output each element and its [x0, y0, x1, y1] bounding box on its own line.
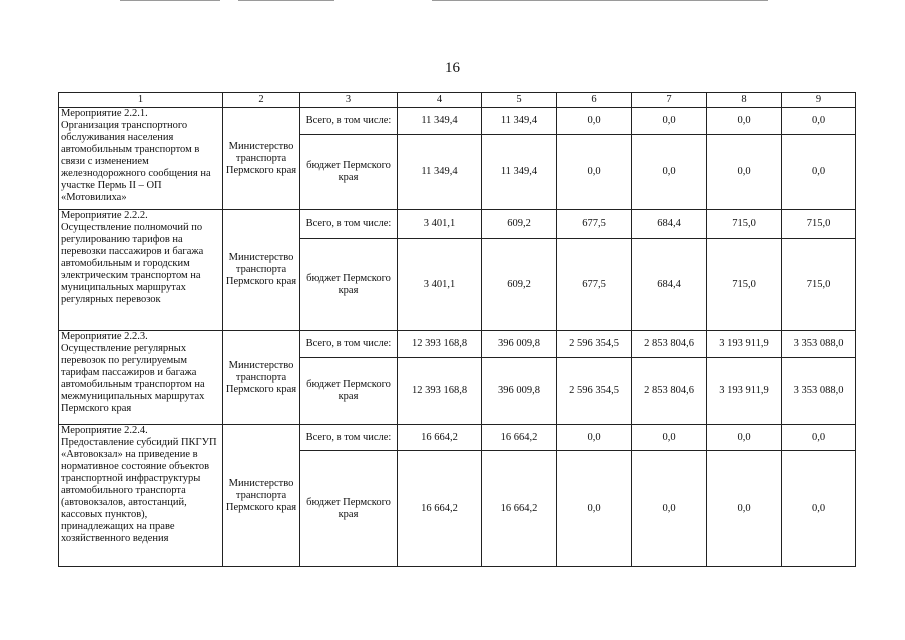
measure-description: Осуществление полномочий по регулированию тарифов на перевозки пассажиров и багажа автомобильным и городским электрическим транспортом на муниципальных маршрутах регулярных перевозок — [61, 222, 204, 305]
table-row — [59, 331, 856, 358]
value-cell: 0,0 — [557, 108, 632, 135]
value-cell: 715,0 — [782, 210, 856, 239]
funding-source: Всего, в том числе: — [300, 210, 398, 239]
value-cell: 16 664,2 — [398, 425, 482, 451]
value-cell: 11 349,4 — [398, 108, 482, 135]
value-cell: 0,0 — [707, 108, 782, 135]
value-cell: 12 393 168,8 — [398, 331, 482, 358]
measure-description: Осуществление регулярных перевозок по регулируемым тарифам пассажиров и багажа автомобильным транспортом на межмуниципальных маршрутах Пермского края — [61, 343, 205, 414]
scan-edge-line — [120, 0, 220, 1]
ministry-cell: Министерство транспорта Пермского края — [223, 210, 300, 331]
measure-description: Предоставление субсидий ПКГУП «Автовокзал» на приведение в нормативное состояние объектов транспортной инфраструктуры автомобильного транспорта (автовокзалов, автостанций, кассовых пунктов), принадлежащих на праве хозяйственного ведения — [61, 437, 217, 544]
value-cell: 16 664,2 — [398, 451, 482, 567]
value-cell: 609,2 — [482, 210, 557, 239]
column-header: 7 — [632, 93, 707, 108]
measure-title: Мероприятие 2.2.2. — [61, 210, 148, 221]
column-header: 9 — [782, 93, 856, 108]
value-cell: 715,0 — [707, 210, 782, 239]
value-cell: 3 401,1 — [398, 239, 482, 331]
value-cell: 684,4 — [632, 210, 707, 239]
value-cell: 684,4 — [632, 239, 707, 331]
budget-table — [58, 92, 856, 567]
measure-cell — [59, 108, 223, 210]
value-cell: 11 349,4 — [482, 135, 557, 210]
value-cell: 0,0 — [782, 451, 856, 567]
scan-edge-line — [238, 0, 334, 1]
header-row — [59, 93, 856, 108]
value-cell: 3 353 088,0 — [782, 358, 856, 425]
measure-cell — [59, 210, 223, 331]
value-cell: 0,0 — [632, 451, 707, 567]
value-cell: 3 193 911,9 — [707, 358, 782, 425]
value-cell: 2 853 804,6 — [632, 331, 707, 358]
table-row — [59, 425, 856, 451]
value-cell: 0,0 — [707, 425, 782, 451]
value-cell: 715,0 — [782, 239, 856, 331]
value-cell: 0,0 — [782, 135, 856, 210]
value-cell: 2 853 804,6 — [632, 358, 707, 425]
funding-source: бюджет Пермского края — [300, 239, 398, 331]
funding-source: бюджет Пермского края — [300, 358, 398, 425]
ministry-cell: Министерство транспорта Пермского края — [223, 425, 300, 567]
value-cell: 0,0 — [707, 451, 782, 567]
value-cell: 715,0 — [707, 239, 782, 331]
measure-cell — [59, 331, 223, 425]
ministry-cell: Министерство транспорта Пермского края — [223, 108, 300, 210]
value-cell: 396 009,8 — [482, 358, 557, 425]
measure-cell — [59, 425, 223, 567]
value-cell: 11 349,4 — [398, 135, 482, 210]
column-header: 3 — [300, 93, 398, 108]
table-row — [59, 210, 856, 239]
funding-source: бюджет Пермского края — [300, 135, 398, 210]
value-cell: 0,0 — [782, 108, 856, 135]
value-cell: 0,0 — [557, 451, 632, 567]
value-cell: 2 596 354,5 — [557, 358, 632, 425]
value-cell: 11 349,4 — [482, 108, 557, 135]
measure-title: Мероприятие 2.2.4. — [61, 425, 148, 436]
value-cell: 3 353 088,0 — [782, 331, 856, 358]
value-cell: 677,5 — [557, 239, 632, 331]
ministry-cell: Министерство транспорта Пермского края — [223, 331, 300, 425]
measure-description: Организация транспортного обслуживания населения автомобильным транспортом в связи с изменением железнодорожного сообщения на участке Пермь II – ОП «Мотовилиха» — [61, 120, 211, 203]
funding-source: бюджет Пермского края — [300, 451, 398, 567]
value-cell: 0,0 — [707, 135, 782, 210]
measure-title: Мероприятие 2.2.3. — [61, 331, 148, 342]
column-header: 4 — [398, 93, 482, 108]
value-cell: 12 393 168,8 — [398, 358, 482, 425]
column-header: 1 — [59, 93, 223, 108]
value-cell: 0,0 — [632, 425, 707, 451]
value-cell: 396 009,8 — [482, 331, 557, 358]
table-row — [59, 108, 856, 135]
value-cell: 3 193 911,9 — [707, 331, 782, 358]
value-cell: 677,5 — [557, 210, 632, 239]
funding-source: Всего, в том числе: — [300, 425, 398, 451]
column-header: 8 — [707, 93, 782, 108]
value-cell: 0,0 — [557, 425, 632, 451]
value-cell: 0,0 — [632, 108, 707, 135]
value-cell: 16 664,2 — [482, 451, 557, 567]
column-header: 5 — [482, 93, 557, 108]
value-cell: 0,0 — [782, 425, 856, 451]
value-cell: 609,2 — [482, 239, 557, 331]
scan-edge-line — [432, 0, 768, 1]
value-cell: 0,0 — [557, 135, 632, 210]
measure-title: Мероприятие 2.2.1. — [61, 108, 148, 119]
value-cell: 0,0 — [632, 135, 707, 210]
funding-source: Всего, в том числе: — [300, 108, 398, 135]
value-cell: 3 401,1 — [398, 210, 482, 239]
value-cell: 2 596 354,5 — [557, 331, 632, 358]
page-number: 16 — [445, 60, 460, 76]
column-header: 2 — [223, 93, 300, 108]
value-cell: 16 664,2 — [482, 425, 557, 451]
funding-source: Всего, в том числе: — [300, 331, 398, 358]
column-header: 6 — [557, 93, 632, 108]
